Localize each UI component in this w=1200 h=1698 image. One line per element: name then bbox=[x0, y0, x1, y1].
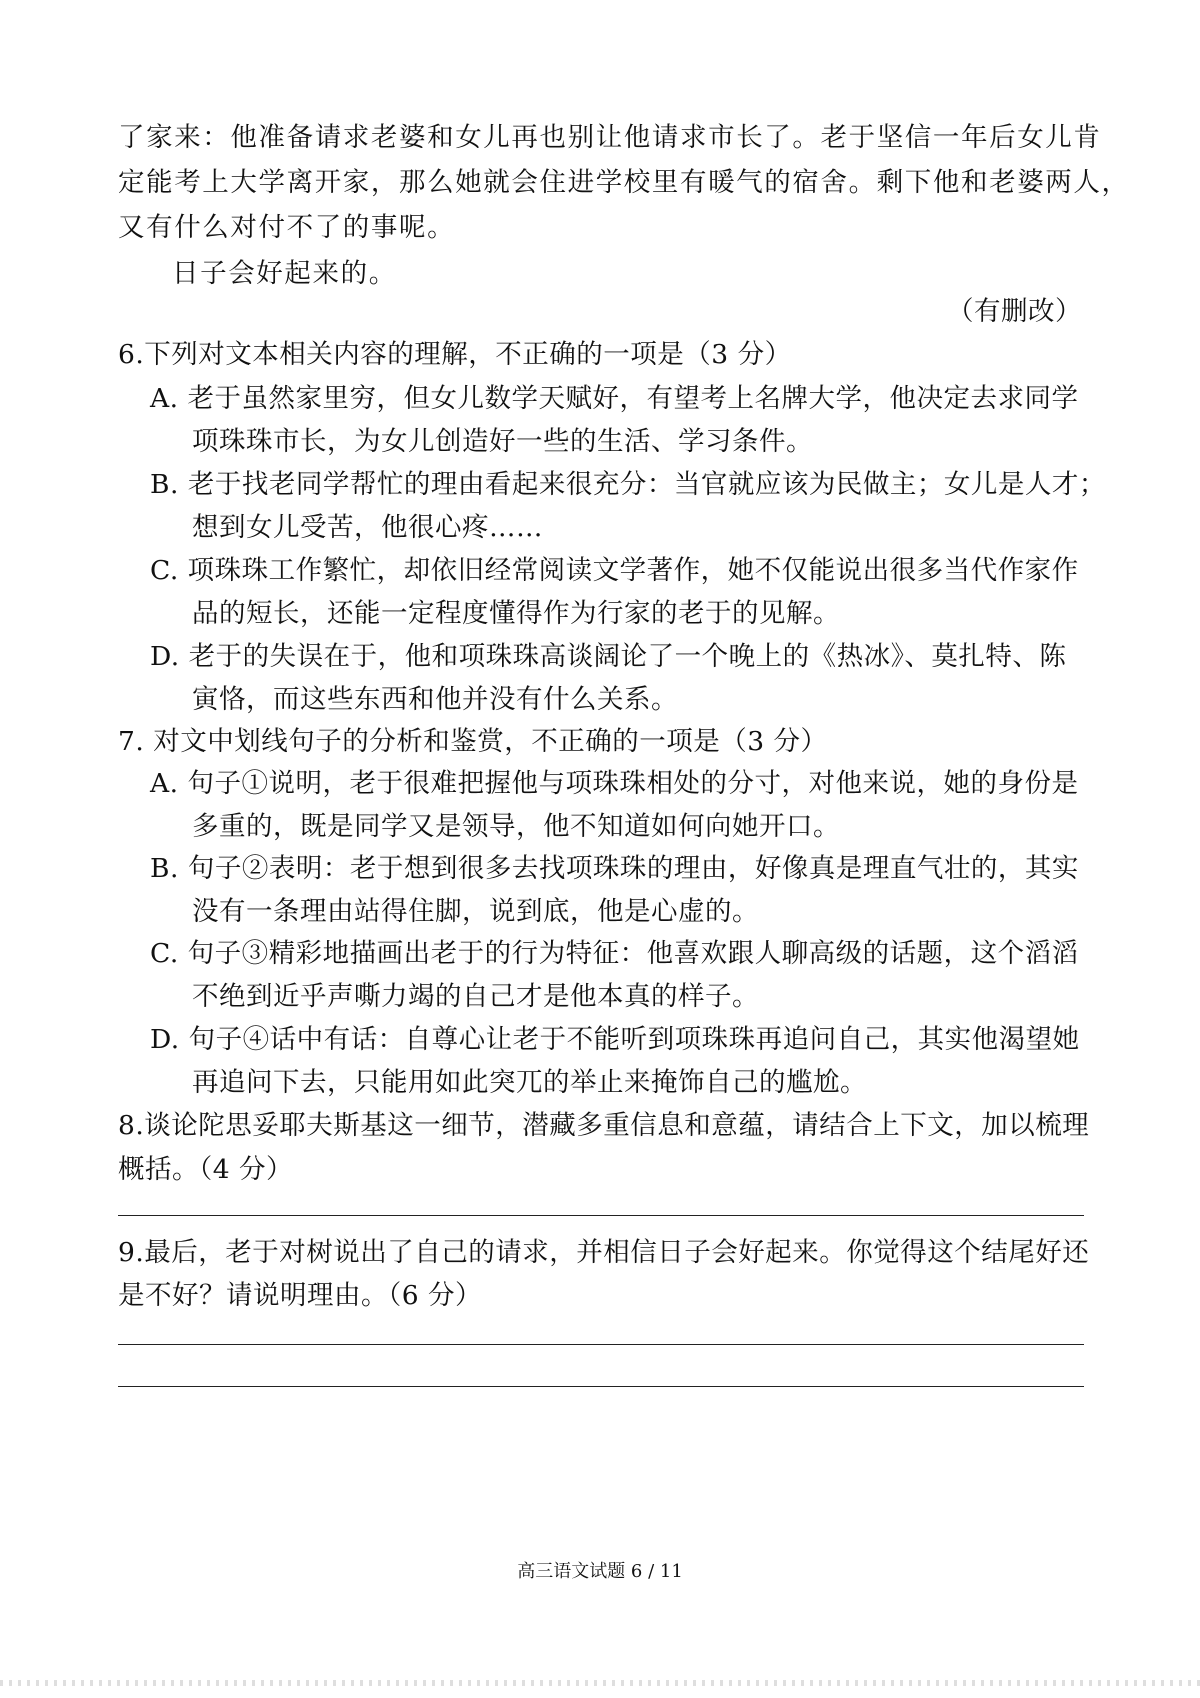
q7-option-d: D. 句子④话中有话：自尊心让老于不能听到项珠珠再追问自己，其实他渴望她 bbox=[150, 1024, 1080, 1055]
q7-option-a-cont: 多重的，既是同学又是领导，他不知道如何向她开口。 bbox=[192, 811, 840, 842]
q6-option-c-cont: 品的短长，还能一定程度懂得作为行家的老于的见解。 bbox=[192, 598, 840, 629]
q7-option-c-cont: 不绝到近乎声嘶力竭的自己才是他本真的样子。 bbox=[192, 981, 759, 1012]
q7-option-d-cont: 再追问下去，只能用如此突兀的举止来掩饰自己的尴尬。 bbox=[192, 1067, 867, 1098]
passage-line: 了家来：他准备请求老婆和女儿再也别让他请求市长了。老于坚信一年后女儿肯 bbox=[118, 122, 1102, 153]
q6-option-d: D. 老于的失误在于，他和项珠珠高谈阔论了一个晚上的《热冰》、莫扎特、陈 bbox=[150, 641, 1067, 672]
q6-option-b-cont: 想到女儿受苦，他很心疼…… bbox=[192, 512, 543, 543]
q6-option-b: B. 老于找老同学帮忙的理由看起来很充分：当官就应该为民做主；女儿是人才； bbox=[150, 469, 1106, 500]
answer-line-q9-1[interactable] bbox=[118, 1344, 1084, 1345]
passage-line: 又有什么对付不了的事呢。 bbox=[118, 212, 456, 243]
q6-option-a: A. 老于虽然家里穷，但女儿数学天赋好，有望考上名牌大学，他决定去求同学 bbox=[150, 383, 1079, 414]
q6-option-a-cont: 项珠珠市长，为女儿创造好一些的生活、学习条件。 bbox=[192, 426, 813, 457]
passage-closing: 日子会好起来的。 bbox=[172, 258, 397, 289]
q7-option-c: C. 句子③精彩地描画出老于的行为特征：他喜欢跟人聊高级的话题，这个滔滔 bbox=[150, 938, 1079, 969]
source-note: （有删改） bbox=[947, 296, 1082, 327]
question-9-stem-cont: 是不好？请说明理由。（6 分） bbox=[118, 1280, 483, 1311]
q7-option-a: A. 句子①说明，老于很难把握他与项珠珠相处的分寸，对他来说，她的身份是 bbox=[150, 768, 1079, 799]
question-8-stem: 8.谈论陀思妥耶夫斯基这一细节，潜藏多重信息和意蕴，请结合上下文，加以梳理 bbox=[118, 1110, 1090, 1141]
question-7-stem: 7. 对文中划线句子的分析和鉴赏，不正确的一项是（3 分） bbox=[118, 726, 828, 757]
question-9-stem: 9.最后，老于对树说出了自己的请求，并相信日子会好起来。你觉得这个结尾好还 bbox=[118, 1237, 1090, 1268]
q6-option-d-cont: 寅恪，而这些东西和他并没有什么关系。 bbox=[192, 684, 678, 715]
passage-line: 定能考上大学离开家，那么她就会住进学校里有暖气的宿舍。剩下他和老婆两人， bbox=[118, 167, 1130, 198]
page-footer: 高三语文试题 6 / 11 bbox=[517, 1561, 683, 1582]
q7-option-b-cont: 没有一条理由站得住脚，说到底，他是心虚的。 bbox=[192, 896, 759, 927]
question-8-stem-cont: 概括。（4 分） bbox=[118, 1154, 294, 1185]
scan-edge-artifact bbox=[0, 1680, 1200, 1686]
question-6-stem: 6.下列对文本相关内容的理解，不正确的一项是（3 分） bbox=[118, 339, 792, 370]
q6-option-c: C. 项珠珠工作繁忙，却依旧经常阅读文学著作，她不仅能说出很多当代作家作 bbox=[150, 555, 1079, 586]
answer-line-q9-2[interactable] bbox=[118, 1386, 1084, 1387]
q7-option-b: B. 句子②表明：老于想到很多去找项珠珠的理由，好像真是理直气壮的，其实 bbox=[150, 853, 1079, 884]
answer-line-q8[interactable] bbox=[118, 1215, 1084, 1216]
